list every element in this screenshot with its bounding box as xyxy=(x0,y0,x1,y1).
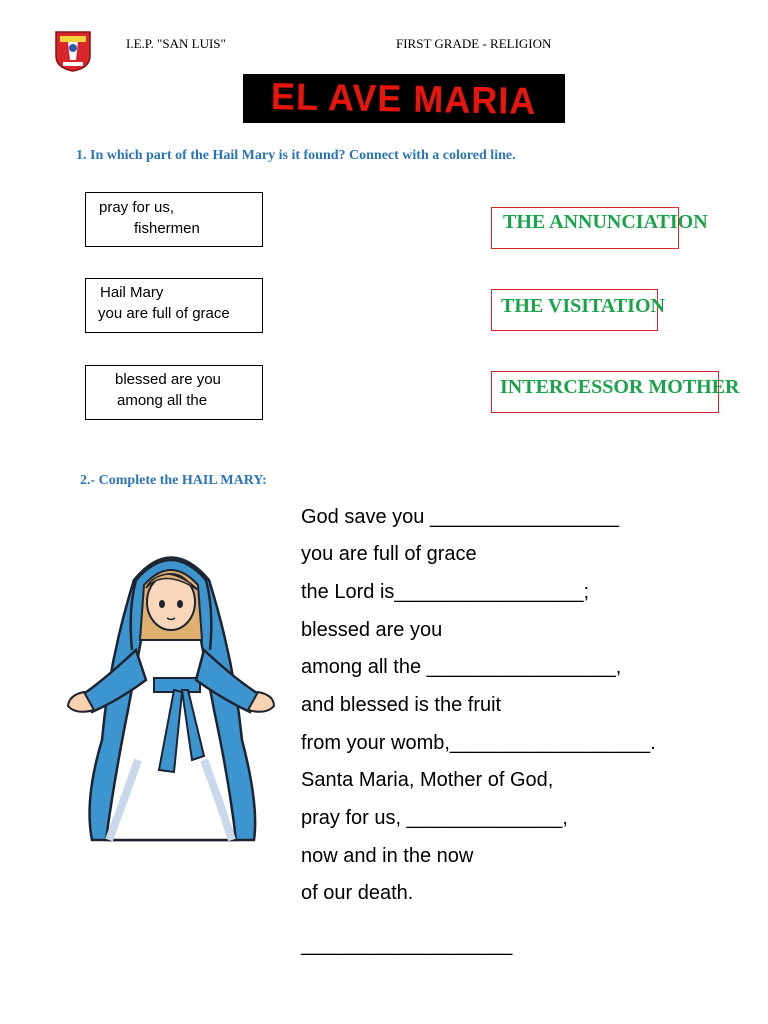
phrase-line: you are full of grace xyxy=(98,305,230,322)
prayer-line-10: now and in the now xyxy=(301,845,474,867)
virgin-mary-illustration xyxy=(64,540,278,850)
signature-blank: ___________________ xyxy=(301,934,513,956)
prayer-line-5: among all the _________________, xyxy=(301,656,622,678)
prayer-line-8: Santa Maria, Mother of God, xyxy=(301,769,554,791)
prayer-line-2: you are full of grace xyxy=(301,543,477,565)
phrase-line: fishermen xyxy=(134,220,200,237)
answer-annunciation: THE ANNUNCIATION xyxy=(503,211,708,233)
course-name: FIRST GRADE - RELIGION xyxy=(396,36,552,51)
prayer-line-7: from your womb,__________________. xyxy=(301,732,656,754)
phrase-line: Hail Mary xyxy=(100,284,164,301)
worksheet-title-banner xyxy=(243,74,565,123)
prayer-line-11: of our death. xyxy=(301,882,414,904)
prayer-line-3: the Lord is_________________; xyxy=(301,581,590,603)
school-crest-logo xyxy=(54,30,92,72)
phrase-box-3 xyxy=(85,365,263,420)
prayer-line-4: blessed are you xyxy=(301,619,443,641)
answer-intercessor-mother: INTERCESSOR MOTHER xyxy=(500,376,740,398)
question-1: 1. In which part of the Hail Mary is it found? Connect with a colored line. xyxy=(76,148,516,163)
prayer-line-6: and blessed is the fruit xyxy=(301,694,502,716)
phrase-box-1 xyxy=(85,192,263,247)
phrase-line: among all the xyxy=(117,392,208,409)
phrase-line: blessed are you xyxy=(115,371,221,388)
answer-visitation: THE VISITATION xyxy=(501,295,665,317)
phrase-box-2 xyxy=(85,278,263,333)
prayer-line-1: God save you _________________ xyxy=(301,506,620,528)
school-name: I.E.P. "SAN LUIS" xyxy=(126,36,226,51)
prayer-line-9: pray for us, ______________, xyxy=(301,807,568,829)
question-2: 2.- Complete the HAIL MARY: xyxy=(80,473,267,488)
worksheet-title: EL AVE MARIA xyxy=(270,74,538,122)
phrase-line: pray for us, xyxy=(99,199,175,216)
